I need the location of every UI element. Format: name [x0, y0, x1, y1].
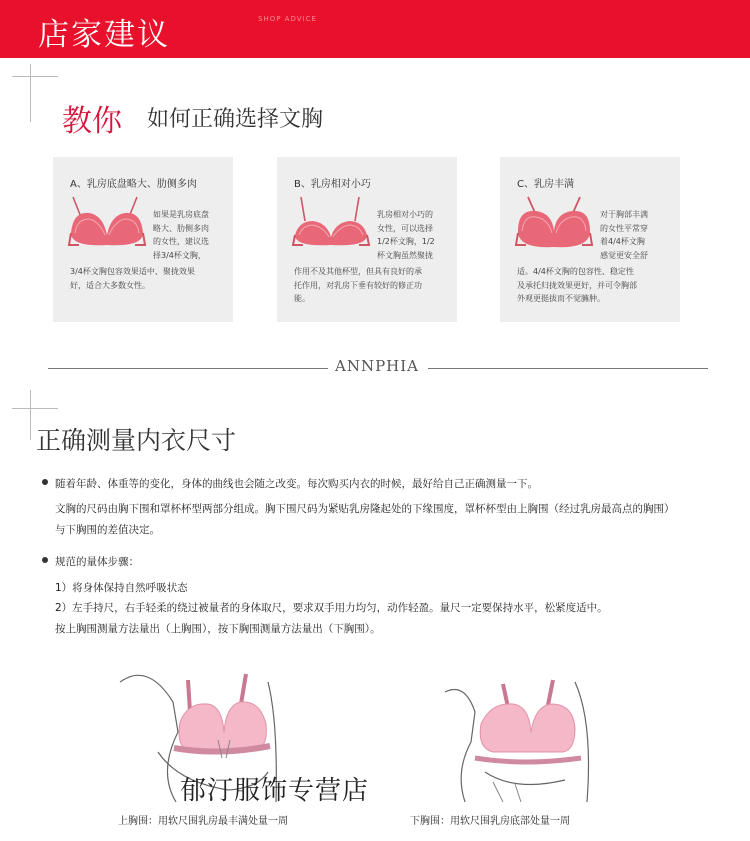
corner-mark-vertical	[30, 390, 31, 440]
header-subtitle: SHOP ADVICE	[258, 15, 317, 23]
card-side-text: 乳房相对小巧的 女性，可以选择 1/2杯文胸，1/2 杯文胸虽然聚拢	[377, 210, 435, 260]
bra-34-cup-icon	[67, 195, 147, 255]
measure-title: 正确测量内衣尺寸	[36, 426, 237, 455]
card-title: A、乳房底盘略大、肋侧多肉	[70, 179, 197, 190]
card-side-text: 对于胸部丰满 的女性平常穿 着4/4杯文胸 感觉更安全舒	[600, 210, 648, 260]
step-line: 按上胸围测量方法量出（上胸围），按下胸围测量方法量出（下胸围）。	[55, 623, 381, 635]
step-line: 2）左手持尺，右手轻柔的绕过被量者的身体取尺，要求双手用力均匀，动作轻盈。量尺一定要保持水平，松紧度适中。	[55, 602, 608, 614]
card-wide-text: 3/4杯文胸包容效果适中、聚拢效果 好，适合大多数女性。	[70, 267, 195, 290]
bra-12-cup-icon	[291, 195, 371, 255]
card-side-text: 如果是乳房底盘 略大、肋侧多肉 的女性，建议选 择3/4杯文胸，	[153, 210, 209, 260]
bra-card-c	[500, 157, 680, 322]
corner-mark-vertical	[30, 64, 31, 122]
teach-title: 如何正确选择文胸	[147, 107, 324, 132]
under-bust-caption: 下胸围：用软尺围乳房底部处量一周	[410, 816, 570, 827]
upper-bust-caption: 上胸围：用软尺围乳房最丰满处量一周	[118, 816, 288, 827]
bullet-dot	[42, 479, 48, 485]
corner-mark-horizontal	[12, 76, 58, 77]
bra-card-b	[277, 157, 457, 322]
card-title: C、乳房丰满	[517, 179, 574, 190]
step-line: 1）将身体保持自然呼吸状态	[55, 582, 188, 594]
card-title: B、乳房相对小巧	[294, 179, 371, 190]
paragraph-line: 与下胸围的差值决定。	[55, 524, 160, 536]
under-bust-measure-illustration	[425, 662, 605, 802]
card-wide-text: 作用不及其他杯型，但具有良好的承 托作用，对乳房下垂有较好的修正功 能。	[294, 267, 422, 303]
card-wide-text: 适。4/4杯文胸的包容性、稳定性 及承托归拢效果更好，并可令胸部 外观更挺拔而不觉臃肿。	[517, 267, 637, 303]
brand-name: ANNPHIA	[335, 357, 420, 375]
paragraph-line: 随着年龄、体重等的变化，身体的曲线也会随之改变。每次购买内衣的时候，最好给自己正确测量一下。	[55, 478, 538, 490]
divider-right	[428, 368, 708, 369]
teach-highlight: 教你	[62, 104, 122, 139]
shop-watermark: 郁汀服饰专营店	[180, 776, 370, 806]
bra-44-cup-icon	[514, 195, 594, 255]
divider-left	[48, 368, 328, 369]
bra-card-a	[53, 157, 233, 322]
header-title: 店家建议	[38, 17, 170, 53]
bullet-dot	[42, 557, 48, 563]
corner-mark-horizontal	[12, 408, 58, 409]
paragraph-line: 文胸的尺码由胸下围和罩杯杯型两部分组成。胸下围尺码为紧贴乳房隆起处的下缘围度，罩杯杯型由上胸围（经过乳房最高点的胸围）	[55, 503, 675, 515]
steps-heading: 规范的量体步骤：	[55, 556, 139, 568]
